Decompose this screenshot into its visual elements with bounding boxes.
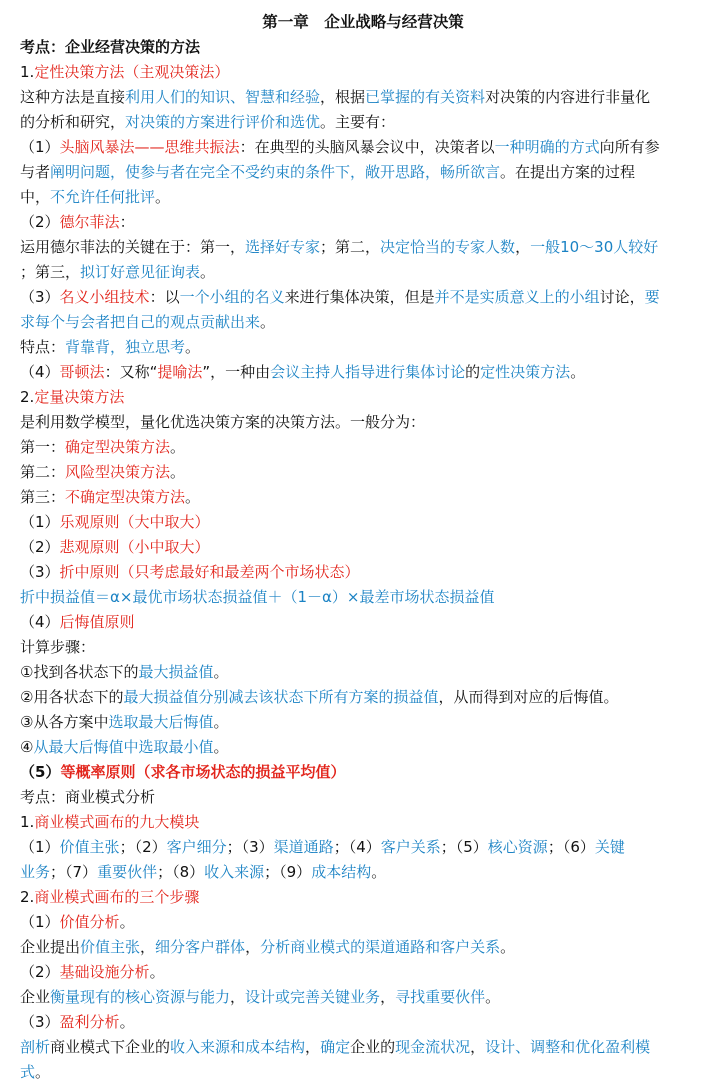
text-line (20, 260, 706, 285)
text-line (20, 585, 706, 610)
blue-highlight-text: 重要伙伴 (97, 863, 158, 881)
body-text: ， (470, 1038, 486, 1056)
red-highlight-text: 乐观原则（大中取大） (59, 513, 210, 531)
body-text: ；（7） (50, 863, 98, 881)
red-highlight-text: 等概率原则（求各市场状态的损益平均值） (60, 763, 346, 781)
text-line (20, 710, 706, 735)
body-text: 这种方法是直接 (20, 88, 126, 106)
body-text: 中， (20, 188, 51, 206)
blue-highlight-text: 式 (20, 1063, 36, 1081)
body-text: 。 (119, 913, 135, 931)
body-text: 计算步骤： (20, 638, 96, 656)
red-highlight-text: 提喻法 (157, 363, 203, 381)
red-highlight-text: 悲观原则（小中取大） (59, 538, 210, 556)
text-line (20, 285, 706, 310)
body-text: 讨论， (599, 288, 645, 306)
blue-highlight-text: 不允许任何批评 (50, 188, 156, 206)
red-highlight-text: 风险型决策方法 (65, 463, 171, 481)
blue-highlight-text: 选择好专家 (245, 238, 321, 256)
body-text: 。 (260, 313, 276, 331)
body-text: ；（5） (440, 838, 488, 856)
body-text: 向所有参 (599, 138, 660, 156)
body-text: （2） (20, 963, 60, 981)
body-text: 的 (465, 363, 481, 381)
body-text: 商业模式下企业的 (50, 1038, 171, 1056)
body-text: ；（3） (226, 838, 274, 856)
blue-highlight-text: 衡量现有的核心资源与能力 (50, 988, 231, 1006)
body-text: 。 (213, 713, 229, 731)
body-text: 。主要有： (320, 113, 396, 131)
blue-highlight-text: 已掌握的有关资料 (365, 88, 486, 106)
text-line (20, 335, 706, 360)
text-line (20, 535, 706, 560)
blue-highlight-text: 确定 (320, 1038, 351, 1056)
body-text: 企业 (20, 988, 51, 1006)
body-text: ④ (20, 738, 34, 756)
body-text: （1） (20, 138, 60, 156)
blue-highlight-text: 求每个与会者把自己的观点贡献出来 (20, 313, 261, 331)
red-highlight-text: 名义小组技术 (59, 288, 150, 306)
body-text: 来进行集体决策，但是 (284, 288, 435, 306)
body-text: ， (140, 938, 156, 956)
body-text: 第三： (20, 488, 66, 506)
text-line (20, 685, 706, 710)
red-highlight-text: 后悔值原则 (59, 613, 135, 631)
body-text: ， (245, 938, 261, 956)
blue-highlight-text: 设计或完善关键业务 (245, 988, 381, 1006)
text-line (20, 810, 706, 835)
text-line (20, 835, 706, 860)
blue-highlight-text: 客户关系 (380, 838, 441, 856)
body-text: ；第三， (20, 263, 81, 281)
body-text: 1. (20, 63, 35, 81)
red-highlight-text: 定性决策方法（主观决策法） (34, 63, 230, 81)
blue-highlight-text: 关键 (594, 838, 625, 856)
body-text: （2） (20, 538, 60, 556)
body-text: ②用各状态下的 (20, 688, 124, 706)
blue-highlight-text: 设计、调整和优化盈利模 (485, 1038, 651, 1056)
blue-highlight-text: 寻找重要伙伴 (395, 988, 486, 1006)
body-text: 运用德尔菲法的关键在于：第一， (20, 238, 246, 256)
text-line (20, 310, 706, 335)
body-text: ；（6） (547, 838, 595, 856)
blue-highlight-text: 要 (644, 288, 660, 306)
body-text: 第二： (20, 463, 66, 481)
blue-highlight-text: 收入来源和成本结构 (170, 1038, 306, 1056)
text-line (20, 960, 706, 985)
blue-highlight-text: 会议主持人指导进行集体讨论 (270, 363, 466, 381)
body-text: ：以 (149, 288, 180, 306)
body-text: （4） (20, 363, 60, 381)
document-body (20, 35, 706, 1085)
blue-highlight-text: 客户细分 (166, 838, 227, 856)
body-text: 的分析和研究， (20, 113, 126, 131)
red-highlight-text: 商业模式画布的九大模块 (34, 813, 200, 831)
text-line (20, 360, 706, 385)
body-text: 1. (20, 813, 35, 831)
blue-highlight-text: 现金流状况 (395, 1038, 471, 1056)
blue-highlight-text: 核心资源 (487, 838, 548, 856)
blue-highlight-text: 价值主张 (80, 938, 141, 956)
blue-highlight-text: 成本结构 (311, 863, 372, 881)
blue-highlight-text: 折中损益值＝α×最优市场状态损益值＋（1－α）×最差市场状态损益值 (20, 588, 495, 606)
blue-highlight-text: 背靠背，独立思考 (65, 338, 186, 356)
body-text: 2. (20, 888, 35, 906)
blue-highlight-text: 对决策的方案进行评价和选优 (125, 113, 321, 131)
text-line (20, 60, 706, 85)
text-line (20, 160, 706, 185)
section-heading (20, 35, 706, 60)
red-highlight-text: 头脑风暴法——思维共振法 (59, 138, 240, 156)
body-text: ： (119, 213, 135, 231)
text-line (20, 1010, 706, 1035)
blue-highlight-text: 渠道通路 (273, 838, 334, 856)
red-highlight-text: 基础设施分析 (59, 963, 150, 981)
body-text: （3） (20, 288, 60, 306)
body-text: 考点：商业模式分析 (20, 788, 156, 806)
body-text: ：在典型的头脑风暴会议中，决策者以 (239, 138, 495, 156)
red-highlight-text: 定量决策方法 (34, 388, 125, 406)
body-text: ， (230, 988, 246, 1006)
text-line (20, 1060, 706, 1085)
blue-highlight-text: 业务 (20, 863, 51, 881)
blue-highlight-text: 价值主张 (59, 838, 120, 856)
body-text: （5） (20, 763, 61, 781)
body-text: ， (305, 1038, 321, 1056)
body-text: ；（4） (333, 838, 381, 856)
blue-highlight-text: 一般10～30人较好 (530, 238, 659, 256)
body-text: 。 (500, 938, 516, 956)
text-line (20, 235, 706, 260)
body-text: 与者 (20, 163, 51, 181)
text-line (20, 385, 706, 410)
body-text: 是利用数学模型，量化优选决策方案的决策方法。一般分为： (20, 413, 426, 431)
blue-highlight-text: 剖析 (20, 1038, 51, 1056)
blue-highlight-text: 从最大后悔值中选取最小值 (33, 738, 214, 756)
body-text: 。 (170, 463, 186, 481)
section-heading (20, 760, 706, 785)
body-text: 。 (570, 363, 586, 381)
body-text: 。 (371, 863, 387, 881)
text-line (20, 210, 706, 235)
body-text: 2. (20, 388, 35, 406)
text-line (20, 1035, 706, 1060)
body-text: 第一： (20, 438, 66, 456)
body-text: ；（8） (157, 863, 205, 881)
red-highlight-text: 不确定型决策方法 (65, 488, 186, 506)
body-text: （2） (20, 213, 60, 231)
body-text: 。 (149, 963, 165, 981)
blue-highlight-text: 决定恰当的专家人数 (380, 238, 516, 256)
text-line (20, 560, 706, 585)
blue-highlight-text: 最大损益值 (138, 663, 214, 681)
text-line (20, 135, 706, 160)
body-text: （1） (20, 513, 60, 531)
text-line (20, 985, 706, 1010)
body-text: 。在提出方案的过程 (500, 163, 636, 181)
text-line (20, 635, 706, 660)
text-line (20, 460, 706, 485)
body-text: （3） (20, 563, 60, 581)
text-line (20, 860, 706, 885)
body-text: ：又称“ (104, 363, 158, 381)
blue-highlight-text: 拟订好意见征询表 (80, 263, 201, 281)
body-text: ①找到各状态下的 (20, 663, 139, 681)
red-highlight-text: 价值分析 (59, 913, 120, 931)
body-text: 。 (119, 1013, 135, 1031)
body-text: 。 (485, 988, 501, 1006)
blue-highlight-text: 选取最大后悔值 (108, 713, 214, 731)
red-highlight-text: 确定型决策方法 (65, 438, 171, 456)
body-text: ；第二， (320, 238, 381, 256)
blue-highlight-text: 一种明确的方式 (494, 138, 600, 156)
blue-highlight-text: 利用人们的知识、智慧和经验 (125, 88, 321, 106)
body-text: 。 (185, 488, 201, 506)
body-text: 。 (213, 738, 229, 756)
text-line (20, 85, 706, 110)
red-highlight-text: 德尔菲法 (59, 213, 120, 231)
text-line (20, 660, 706, 685)
blue-highlight-text: 阐明问题，使参与者在完全不受约束的条件下，敞开思路，畅所欲言 (50, 163, 501, 181)
blue-highlight-text: 并不是实质意义上的小组 (434, 288, 600, 306)
text-line (20, 185, 706, 210)
text-line (20, 485, 706, 510)
red-highlight-text: 盈利分析 (59, 1013, 120, 1031)
blue-highlight-text: 细分客户群体 (155, 938, 246, 956)
text-line (20, 935, 706, 960)
body-text: 。 (35, 1063, 51, 1081)
body-text: 。 (170, 438, 186, 456)
text-line (20, 410, 706, 435)
body-text: （4） (20, 613, 60, 631)
body-text: （3） (20, 1013, 60, 1031)
blue-highlight-text: 一个小组的名义 (179, 288, 285, 306)
blue-highlight-text: 定性决策方法 (480, 363, 571, 381)
red-highlight-text: 商业模式画布的三个步骤 (34, 888, 200, 906)
body-text: （1） (20, 838, 60, 856)
blue-highlight-text: 最大损益值分别减去该状态下所有方案的损益值 (123, 688, 439, 706)
body-text: ， (380, 988, 396, 1006)
body-text: 。 (185, 338, 201, 356)
text-line (20, 110, 706, 135)
body-text: ，根据 (320, 88, 366, 106)
red-highlight-text: 折中原则（只考虑最好和最差两个市场状态） (59, 563, 360, 581)
body-text: ，从而得到对应的后悔值。 (438, 688, 619, 706)
body-text: ， (515, 238, 531, 256)
body-text: 企业的 (350, 1038, 396, 1056)
text-line (20, 735, 706, 760)
text-line (20, 885, 706, 910)
page-title: 第一章 企业战略与经营决策 (262, 13, 464, 31)
body-text: 考点：企业经营决策的方法 (20, 38, 201, 56)
body-text: 。 (213, 663, 229, 681)
body-text: 对决策的内容进行非量化 (485, 88, 651, 106)
body-text: （1） (20, 913, 60, 931)
body-text: ；（2） (119, 838, 167, 856)
red-highlight-text: 哥顿法 (59, 363, 105, 381)
body-text: ；（9） (264, 863, 312, 881)
text-line (20, 610, 706, 635)
body-text: ”，一种由 (202, 363, 271, 381)
body-text: 。 (155, 188, 171, 206)
body-text: 。 (200, 263, 216, 281)
body-text: ③从各方案中 (20, 713, 109, 731)
blue-highlight-text: 分析商业模式的渠道通路和客户关系 (260, 938, 501, 956)
text-line (20, 435, 706, 460)
text-line (20, 510, 706, 535)
text-line (20, 785, 706, 810)
blue-highlight-text: 收入来源 (204, 863, 265, 881)
body-text: 企业提出 (20, 938, 81, 956)
body-text: 特点： (20, 338, 66, 356)
text-line (20, 910, 706, 935)
